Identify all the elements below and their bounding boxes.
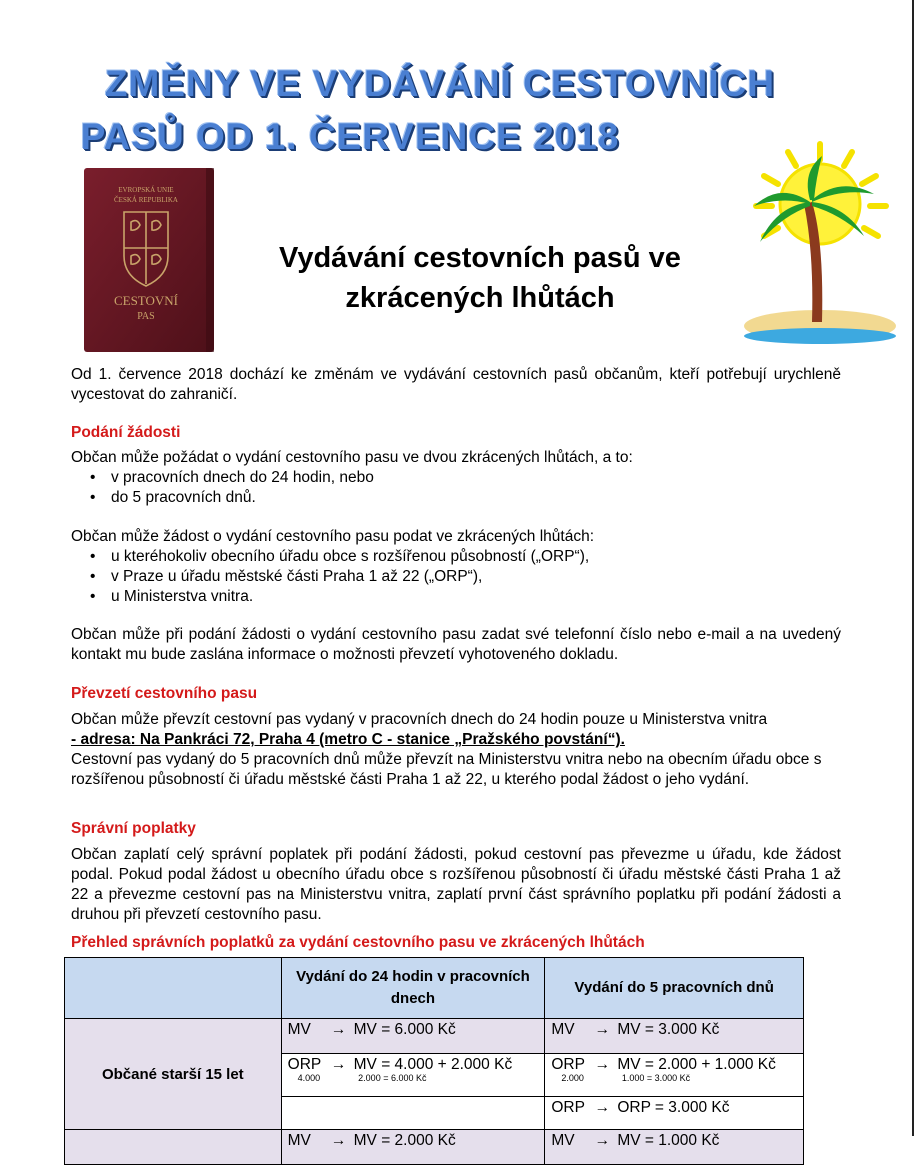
fee-small-value: 4.000 [297, 1073, 321, 1083]
prevzeti-address: - adresa: Na Pankráci 72, Praha 4 (metro C - stanice „Pražského povstání“). [71, 731, 625, 748]
fee-cell [545, 1097, 804, 1130]
arrow-right-icon: → [330, 1132, 347, 1149]
document-title-line1: ZMĚNY VE VYDÁVÁNÍ CESTOVNÍCH [104, 63, 776, 104]
list-item: • do 5 pracovních dnů. [90, 488, 374, 508]
fee-from: ORP [551, 1099, 585, 1116]
fee-cell-empty [281, 1097, 545, 1130]
passport-line2: ČESKÁ REPUBLIKA [114, 196, 178, 204]
podani-paragraph1: Občan může požádat o vydání cestovního pasu ve dvou zkrácených lhůtách, a to: [71, 449, 633, 466]
fee-cell [545, 1130, 804, 1165]
fee-cell [281, 1130, 545, 1165]
intro-paragraph: Od 1. července 2018 dochází ke změnám ve vydávání cestovních pasů občanům, kteří potřebují urychleně vycestovat do zahraničí. [71, 366, 841, 403]
fee-from: MV [551, 1132, 575, 1149]
arrow-right-icon: → [330, 1056, 347, 1073]
table-row [65, 1130, 804, 1165]
table-heading: Přehled správních poplatků za vydání cestovního pasu ve zkrácených lhůtách [71, 934, 645, 951]
fee-cell [281, 1054, 545, 1097]
table-row [65, 1019, 804, 1054]
list-item: • u Ministerstva vnitra. [90, 587, 589, 607]
fee-from: ORP [551, 1056, 585, 1073]
passport-line1: EVROPSKÁ UNIE [118, 186, 174, 194]
fee-value: MV = 3.000 Kč [617, 1021, 720, 1038]
fee-from: MV [287, 1021, 311, 1038]
fee-from: MV [551, 1021, 575, 1038]
passport-line4: PAS [137, 311, 155, 322]
fee-value: MV = 1.000 Kč [617, 1132, 720, 1149]
arrow-right-icon: → [594, 1021, 611, 1038]
fee-from: MV [287, 1132, 311, 1149]
prevzeti-paragraph1: Občan může převzít cestovní pas vydaný v pracovních dnech do 24 hodin pouze u Ministerstva vnitra [71, 711, 768, 728]
fee-cell [545, 1054, 804, 1097]
header-24-hours-line1: Vydání do 24 hodin v pracovních [296, 968, 530, 985]
arrow-right-icon: → [330, 1021, 347, 1038]
heading-poplatky: Správní poplatky [71, 820, 196, 837]
fee-from: ORP [287, 1056, 322, 1073]
heading-prevzeti: Převzetí cestovního pasu [71, 685, 258, 702]
fee-small-total: 1.000 = 3.000 Kč [621, 1073, 691, 1083]
fee-value: MV = 4.000 + 2.000 Kč [353, 1056, 513, 1073]
heading-podani: Podání žádosti [71, 424, 181, 441]
list-item: • v Praze u úřadu městské části Praha 1 až 22 („ORP“), [90, 567, 589, 587]
podani-list1 [90, 468, 374, 508]
fee-small-value: 2.000 [561, 1073, 584, 1083]
prevzeti-paragraph2: Cestovní pas vydaný do 5 pracovních dnů může převzít na Ministerstvu vnitra nebo na obecním úřadu obce s rozšířenou působností či úřadu městské části Praha 1 až 22, u kterého podal žádost o jeho vydání. [71, 751, 822, 788]
fee-small-total: 2.000 = 6.000 Kč [358, 1073, 427, 1083]
row-label-next [65, 1130, 282, 1165]
header-5-days: Vydání do 5 pracovních dnů [545, 958, 804, 1019]
subtitle-line1: Vydávání cestovních pasů ve [279, 242, 681, 274]
fee-value: MV = 2.000 + 1.000 Kč [617, 1056, 776, 1073]
header-24-hours [281, 958, 545, 1019]
passport-image [84, 168, 214, 352]
fee-value: MV = 6.000 Kč [353, 1021, 456, 1038]
arrow-right-icon: → [594, 1099, 611, 1116]
fee-cell [281, 1019, 545, 1054]
fee-cell [545, 1019, 804, 1054]
fee-value: MV = 2.000 Kč [353, 1132, 456, 1149]
subtitle [225, 238, 735, 318]
arrow-right-icon: → [594, 1132, 611, 1149]
table-header-row [65, 958, 804, 1019]
document-title-line2: PASŮ OD 1. ČERVENCE 2018 [80, 116, 620, 157]
poplatky-paragraph: Občan zaplatí celý správní poplatek při podání žádosti, pokud cestovní pas převezme u úřadu, kde žádost podal. Pokud podal žádost u obecního úřadu obce s rozšířenou působností či úřadu městské části Praha 1 až 22 a převezme cestovní pas na Ministerstvu vnitra, zaplatí první část správního poplatku při podání žádosti a druhou při převzetí cestovního pasu. [71, 846, 841, 923]
subtitle-line2: zkrácených lhůtách [345, 282, 615, 314]
palm-sun-icon [740, 138, 896, 348]
header-empty-cell [65, 958, 282, 1019]
fees-table [64, 957, 804, 1165]
list-item: • u kteréhokoliv obecního úřadu obce s rozšířenou působností („ORP“), [90, 547, 589, 567]
podani-paragraph2: Občan může žádost o vydání cestovního pasu podat ve zkrácených lhůtách: [71, 528, 595, 545]
podani-paragraph3: Občan může při podání žádosti o vydání cestovního pasu zadat své telefonní číslo nebo e-mail a na uvedený kontakt mu bude zaslána informace o možnosti převzetí vyhotoveného dokladu. [71, 626, 841, 663]
arrow-right-icon: → [594, 1056, 611, 1073]
podani-list2 [90, 547, 589, 607]
fee-value: ORP = 3.000 Kč [617, 1099, 730, 1116]
header-24-hours-line2: dnech [390, 990, 436, 1007]
passport-line3: CESTOVNÍ [113, 293, 179, 308]
list-item: • v pracovních dnech do 24 hodin, nebo [90, 468, 374, 488]
row-label-adults: Občané starší 15 let [65, 1019, 282, 1130]
